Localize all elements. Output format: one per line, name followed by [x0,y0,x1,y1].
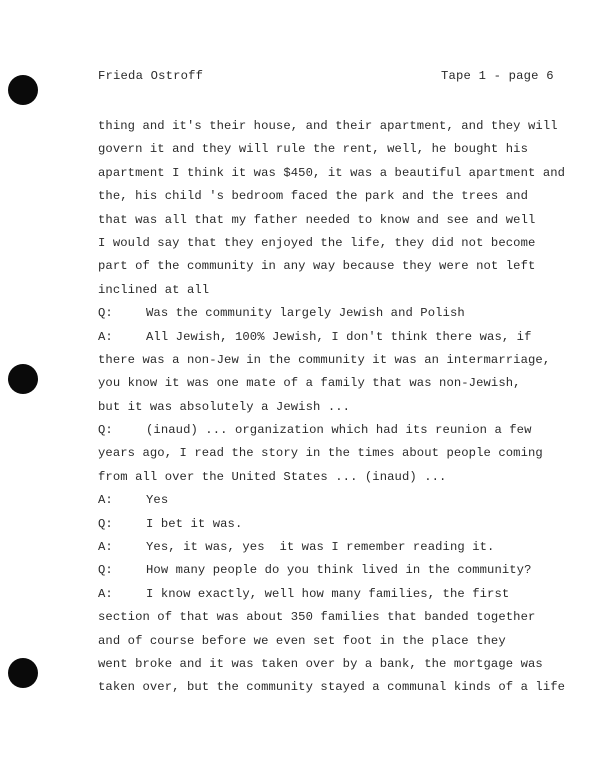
speaker-label: A: [98,493,113,508]
line-text: from all over the United States ... (inaud) ... [98,469,447,484]
transcript-line [98,279,568,302]
punch-hole-top [8,75,38,105]
speaker-label: A: [98,586,113,601]
line-text: I would say that they enjoyed the life, they did not become [98,235,536,250]
line-text: govern it and they will rule the rent, well, he bought his [98,142,528,157]
line-text: that was all that my father needed to know and see and well [98,212,536,227]
transcript-line [98,372,568,395]
transcript-line [98,255,568,278]
transcript-line [98,138,568,161]
transcript-line [98,349,568,372]
line-text: but it was absolutely a Jewish ... [98,399,351,414]
line-text: went broke and it was taken over by a bank, the mortgage was [98,656,543,671]
line-text: years ago, I read the story in the times about people coming [98,446,543,461]
transcript-line [98,630,568,653]
transcript-line [98,162,568,185]
line-text: apartment I think it was $450, it was a beautiful apartment and [98,165,566,180]
line-text: you know it was one mate of a family that was non-Jewish, [98,376,521,391]
transcript-line [98,676,568,699]
transcript-line [98,559,568,582]
transcript-line [98,583,568,606]
transcript-line [98,209,568,232]
line-text: section of that was about 350 families that banded together [98,610,536,625]
line-text: I know exactly, well how many families, the first [146,586,510,601]
speaker-label: Q: [98,516,113,531]
punch-hole-middle [8,364,38,394]
line-text: taken over, but the community stayed a communal kinds of a life [98,680,566,695]
punch-hole-bottom [8,658,38,688]
line-text: Was the community largely Jewish and Polish [146,306,465,321]
tape-page-label: Tape 1 - page 6 [441,69,554,83]
transcript-line [98,115,568,138]
transcript-line [98,606,568,629]
transcript-line [98,396,568,419]
speaker-label: Q: [98,306,113,321]
transcript-line [98,513,568,536]
transcript-line [98,489,568,512]
transcript-line [98,185,568,208]
line-text: I bet it was. [146,516,243,531]
speaker-label: A: [98,329,113,344]
transcript-line [98,442,568,465]
line-text: How many people do you think lived in the community? [146,563,532,578]
speaker-label: Q: [98,563,113,578]
transcript-line [98,653,568,676]
transcript-line [98,326,568,349]
line-text: inclined at all [98,282,210,297]
line-text: thing and it's their house, and their apartment, and they will [98,119,558,133]
transcript-line [98,302,568,325]
line-text: the, his child 's bedroom faced the park and the trees and [98,189,528,204]
line-text: Yes, it was, yes it was I remember reading it. [146,540,495,555]
line-text: (inaud) ... organization which had its reunion a few [146,423,532,438]
line-text: there was a non-Jew in the community it was an intermarriage, [98,352,551,367]
line-text: Yes [146,493,169,508]
speaker-label: A: [98,540,113,555]
speaker-label: Q: [98,423,113,438]
interviewee-name: Frieda Ostroff [98,69,204,83]
transcript-line [98,419,568,442]
line-text: and of course before we even set foot in the place they [98,633,506,648]
transcript-line [98,466,568,489]
transcript-body [98,115,568,700]
transcript-line [98,232,568,255]
line-text: part of the community in any way because they were not left [98,259,536,274]
transcript-line [98,536,568,559]
line-text: All Jewish, 100% Jewish, I don't think there was, if [146,329,532,344]
